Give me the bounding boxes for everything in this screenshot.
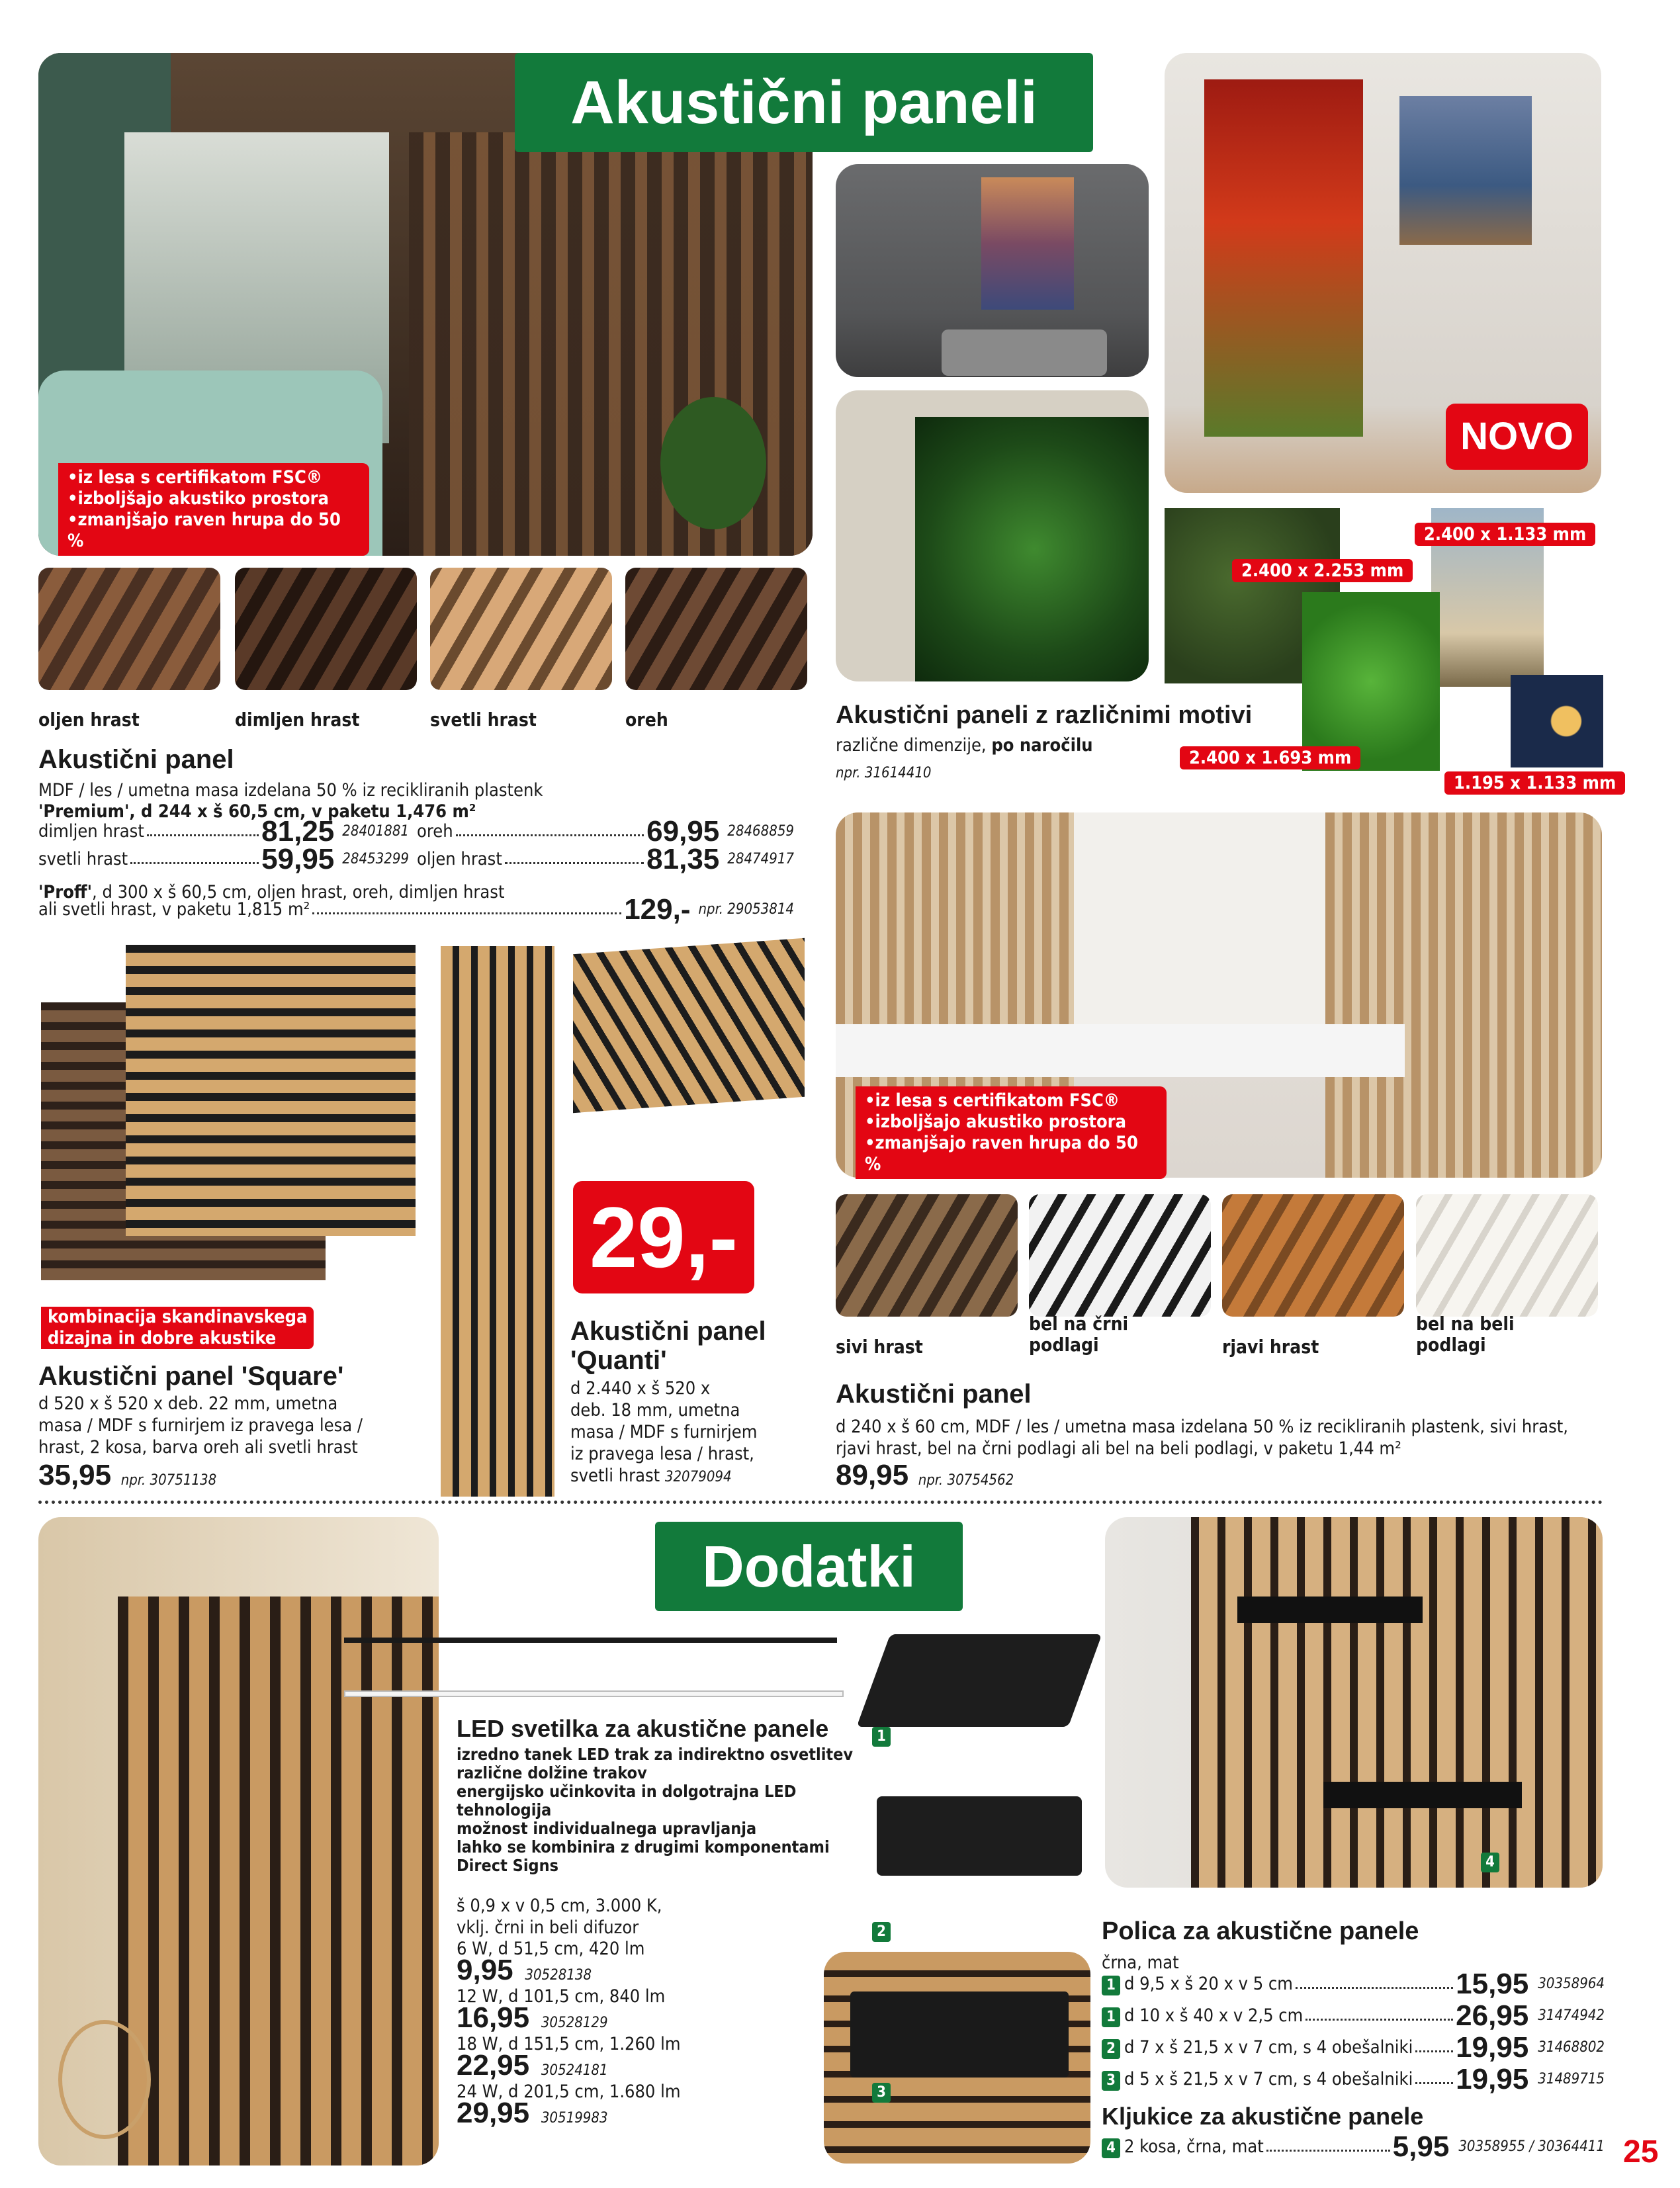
swatch-label: oreh bbox=[625, 709, 668, 730]
quanti-price-box: 29,- bbox=[573, 1181, 754, 1293]
panel1-desc: MDF / les / umetna masa izdelana 50 % iz recikliranih plastenk bbox=[38, 780, 543, 801]
led-spec: š 0,9 x v 0,5 cm, 3.000 K, vklj. črni in beli difuzor bbox=[457, 1896, 662, 1938]
swatch-label: oljen hrast bbox=[38, 709, 140, 730]
dim-tag: 2.400 x 1.133 mm bbox=[1415, 523, 1595, 546]
proff-line: 'Proff', d 300 x š 60,5 cm, oljen hrast, oreh, dimljen hrast bbox=[38, 882, 505, 902]
polica-row: 1 d 9,5 x š 20 x v 5 cm 15,95 30358964 bbox=[1102, 1973, 1605, 1995]
swatch-rjavi-hrast[interactable] bbox=[1222, 1194, 1404, 1317]
square-price: 35,95 npr. 30751138 bbox=[38, 1459, 217, 1491]
shelf-product-1 bbox=[857, 1634, 1102, 1727]
swatch-oljen-hrast[interactable] bbox=[38, 568, 220, 690]
square-desc: d 520 x š 520 x deb. 22 mm, umetna masa / MDF s furnirjem iz pravega lesa / hrast, 2 kosa, barva oreh ali svetli hrast bbox=[38, 1393, 363, 1458]
badge-1: 1 bbox=[872, 1727, 891, 1747]
panel1-title: Akustični panel bbox=[38, 745, 234, 774]
led-title: LED svetilka za akustične panele bbox=[457, 1715, 829, 1742]
led-panel-photo bbox=[38, 1517, 439, 2166]
bullet: • izboljšajo akustiko prostora bbox=[67, 488, 360, 509]
page-number: 25 bbox=[1623, 2134, 1659, 2169]
price-row: oreh 69,95 28468859 bbox=[417, 815, 794, 848]
bullet: • zmanjšajo raven hrupa do 50 % bbox=[67, 509, 360, 552]
kitchen-bullets bbox=[856, 1086, 1167, 1179]
led-items: 6 W, d 51,5 cm, 420 lm 9,95 30528138 12 W, d 101,5 cm, 840 lm 16,95 30528129 18 W, d 151,5 cm, 1.260 lm 22,95 30524181 24 W, d 201,5 cm, 1.680 lm 29,95 30519983 bbox=[457, 1939, 681, 2129]
badge-2: 2 bbox=[872, 1922, 891, 1942]
kljukice-title: Kljukice za akustične panele bbox=[1102, 2103, 1424, 2130]
quanti-desc: d 2.440 x š 520 x deb. 18 mm, umetna masa / MDF s furnirjem iz pravega lesa / hrast, svetli hrast 32079094 bbox=[570, 1378, 758, 1486]
panel2-price: 89,95 npr. 30754562 bbox=[836, 1459, 1014, 1491]
panel2-desc: d 240 x š 60 cm, MDF / les / umetna masa izdelana 50 % iz recikliranih plastenk, sivi hrast, rjavi hrast, bel na črni podlagi ali bel na beli podlagi, v paketu 1,44 m² bbox=[836, 1417, 1568, 1459]
swatch-label: bel na beli podlagi bbox=[1416, 1313, 1515, 1356]
square-panel-front bbox=[126, 945, 416, 1236]
quanti-long-panel bbox=[441, 946, 554, 1497]
swatch-label: svetli hrast bbox=[430, 709, 537, 730]
motifs-sub: različne dimenzije, po naročilu bbox=[836, 735, 1093, 756]
swatch-dimljen-hrast[interactable] bbox=[235, 568, 417, 690]
novo-badge: NOVO bbox=[1446, 404, 1588, 470]
swatch-bel-na-beli[interactable] bbox=[1416, 1194, 1598, 1317]
motifs-title: Akustični paneli z različnimi motivi bbox=[836, 701, 1253, 729]
hero-bullets bbox=[58, 463, 369, 556]
swatch-label: sivi hrast bbox=[836, 1336, 923, 1358]
quanti-angle-panel bbox=[573, 938, 805, 1113]
shelf-photo bbox=[1105, 1517, 1603, 1888]
garden-panel-photo bbox=[836, 390, 1149, 681]
hook-rack-product-3 bbox=[824, 1952, 1090, 2164]
swatch-label: rjavi hrast bbox=[1222, 1336, 1319, 1358]
moon-motif bbox=[1511, 675, 1603, 767]
living-room-photo bbox=[836, 164, 1149, 377]
price-row: svetli hrast 59,95 28453299 bbox=[38, 843, 409, 875]
bullet: • izboljšajo akustiko prostora bbox=[865, 1112, 1157, 1133]
swatch-label: dimljen hrast bbox=[235, 709, 360, 730]
polica-title: Polica za akustične panele bbox=[1102, 1917, 1419, 1945]
dim-tag: 1.195 x 1.133 mm bbox=[1444, 771, 1625, 795]
separator bbox=[38, 1501, 1603, 1504]
polica-row: 1 d 10 x š 40 x v 2,5 cm 26,95 31474942 bbox=[1102, 2005, 1605, 2027]
price-row: dimljen hrast 81,25 28401881 bbox=[38, 815, 409, 848]
bullet: • zmanjšajo raven hrupa do 50 % bbox=[865, 1133, 1157, 1175]
polica-row: 2 d 7 x š 21,5 x v 7 cm, s 4 obešalniki 19,95 31468802 bbox=[1102, 2036, 1605, 2059]
square-title: Akustični panel 'Square' bbox=[38, 1362, 344, 1391]
price-row: oljen hrast 81,35 28474917 bbox=[417, 843, 794, 875]
motifs-art: npr. 31614410 bbox=[836, 765, 932, 781]
swatch-sivi-hrast[interactable] bbox=[836, 1194, 1018, 1317]
polica-sub: črna, mat bbox=[1102, 1952, 1179, 1973]
hook-shelf-product-2 bbox=[877, 1796, 1082, 1876]
led-strip-1 bbox=[344, 1638, 837, 1643]
bullet: • iz lesa s certifikatom FSC® bbox=[865, 1090, 1157, 1112]
square-tag: kombinacija skandinavskega dizajna in dobre akustike bbox=[41, 1307, 314, 1349]
page-title: Akustični paneli bbox=[515, 53, 1093, 152]
panel2-title: Akustični panel bbox=[836, 1379, 1032, 1409]
led-strip-2 bbox=[344, 1690, 844, 1697]
bullet: • iz lesa s certifikatom FSC® bbox=[67, 467, 360, 488]
badge-3: 3 bbox=[872, 2083, 891, 2103]
badge-4: 4 bbox=[1481, 1853, 1499, 1872]
price-row: ali svetli hrast, v paketu 1,815 m² 129,- npr. 29053814 bbox=[38, 893, 794, 926]
swatch-oreh[interactable] bbox=[625, 568, 807, 690]
swatch-bel-na-crni[interactable] bbox=[1029, 1194, 1211, 1317]
dodatki-title: Dodatki bbox=[655, 1522, 963, 1611]
polica-row: 3 d 5 x š 21,5 x v 7 cm, s 4 obešalniki 19,95 31489715 bbox=[1102, 2068, 1605, 2091]
swatch-svetli-hrast[interactable] bbox=[430, 568, 612, 690]
led-bullets: izredno tanek LED trak za indirektno osvetlitev različne dolžine trakov energijsko učinkovita in dolgotrajna LED tehnologija možnost individualnega upravljanja lahko se kombinira z drugimi komponentami Direct Signs bbox=[457, 1745, 854, 1875]
moss-motif bbox=[1302, 592, 1440, 771]
dim-tag: 2.400 x 2.253 mm bbox=[1232, 559, 1413, 582]
kljukice-row: 4 2 kosa, črna, mat 5,95 30358955 / 30364411 bbox=[1102, 2136, 1605, 2158]
dim-tag: 2.400 x 1.693 mm bbox=[1180, 746, 1360, 769]
quanti-title: Akustični panel 'Quanti' bbox=[570, 1317, 766, 1375]
panel1-premium: 'Premium', d 244 x š 60,5 cm, v paketu 1,476 m² bbox=[38, 801, 476, 822]
swatch-label: bel na črni podlagi bbox=[1029, 1313, 1129, 1356]
